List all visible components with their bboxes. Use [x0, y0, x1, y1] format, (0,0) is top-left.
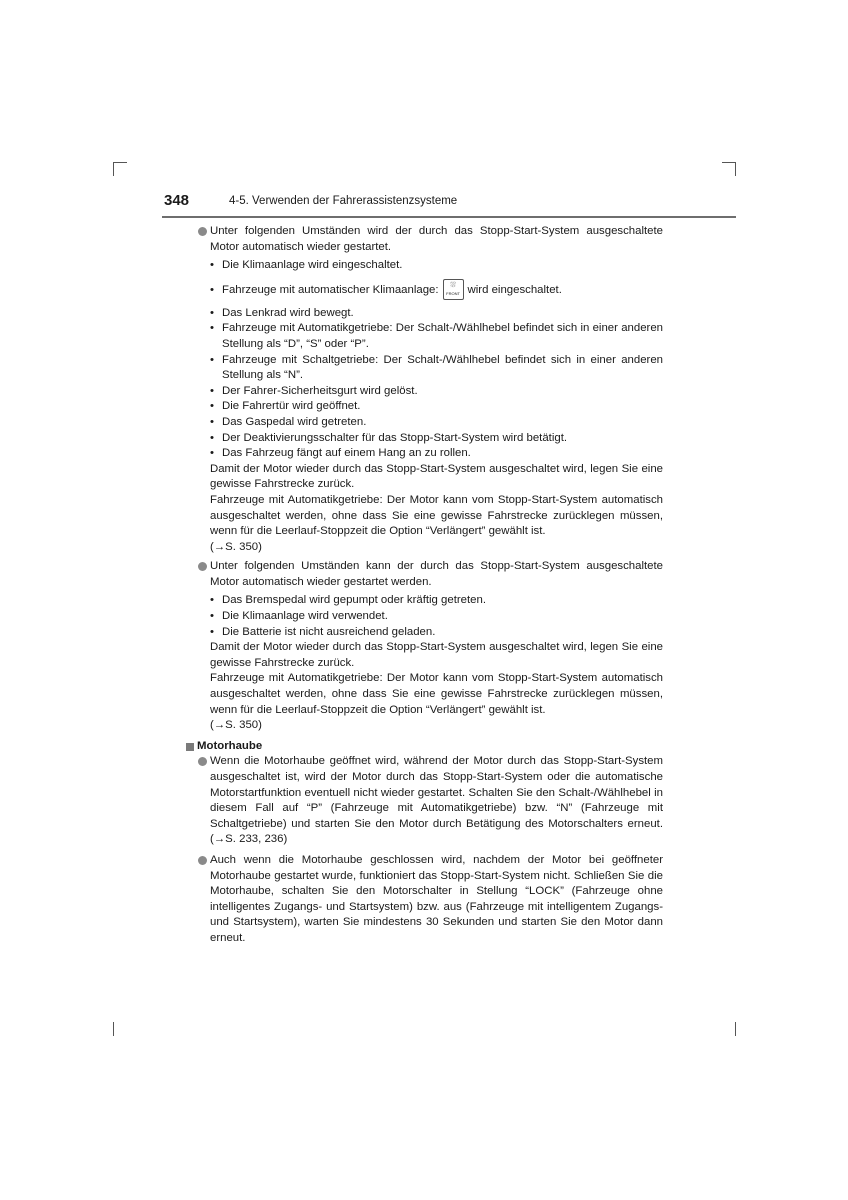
list-item: • Das Gaspedal wird getreten. — [210, 415, 367, 428]
list-item: • Die Fahrertür wird geöffnet. — [210, 400, 361, 413]
crop-mark-top-right-v — [735, 162, 736, 176]
list-item: • Der Fahrer-Sicherheitsgurt wird gelöst. — [210, 384, 418, 397]
hood-open-paragraph — [198, 754, 663, 848]
list-item: • Fahrzeuge mit Automatikgetriebe: Der Schalt-/Wählhebel befindet sich in einer anderen Stellung als “D”, “S” oder “P”. — [210, 322, 663, 350]
note-text: Fahrzeuge mit Automatikgetriebe: Der Motor kann vom Stopp-Start-System automatisch ausgeschaltet werden, ohne dass Sie eine gewisse Fahrstrecke zurücklegen müssen, wenn für die Leerlauf-Stoppzeit die Option “Verlängert” gewählt ist. — [210, 493, 663, 538]
list-item: • Die Klimaanlage wird eingeschaltet. — [210, 259, 403, 272]
restart-conditions-list — [198, 258, 663, 462]
page-number: 348 — [164, 192, 190, 209]
paragraph-text: Auch wenn die Motorhaube geschlossen wird, nachdem der Motor bei geöffneter Motorhaube gestartet wurde, funktioniert das Stopp-Start-System nicht. Schließen Sie die Motorhaube, schalten Sie den Motorschalter in Stellung “LOCK” (Fahrzeuge ohne intelligentes Zugangs- und Startsystem) bzw. aus (Fahrzeuge mit intelligentem Zugangs- und Startsystem), warten Sie mindestens 30 Sekunden und starten Sie den Motor dann erneut. — [210, 853, 663, 944]
list-item: • Die Batterie ist nicht ausreichend geladen. — [210, 625, 436, 638]
page-reference: (→S. 350) — [210, 540, 262, 553]
crop-mark-top-left-v — [113, 162, 114, 176]
crop-mark-top-left-h — [113, 162, 127, 163]
note-text: Fahrzeuge mit Automatikgetriebe: Der Motor kann vom Stopp-Start-System automatisch ausgeschaltet werden, ohne dass Sie eine gewisse Fahrstrecke zurücklegen müssen, wenn für die Leerlauf-Stoppzeit die Option “Verlängert” gewählt ist. — [210, 672, 663, 716]
list-item: • Das Lenkrad wird bewegt. — [210, 306, 354, 319]
paragraph-text: Unter folgenden Umständen kann der durch das Stopp-Start-System ausgeschaltete Motor automatisch wieder gestartet werden. — [210, 560, 663, 588]
possible-restart-list — [198, 593, 663, 640]
crop-mark-bottom-left — [113, 1022, 114, 1036]
square-bullet-icon — [186, 743, 194, 751]
crop-mark-bottom-right — [735, 1022, 736, 1036]
subsection-heading: Motorhaube — [186, 739, 663, 755]
note-text: Damit der Motor wieder durch das Stopp-Start-System ausgeschaltet wird, legen Sie eine gewisse Fahrstrecke zurück. — [210, 462, 663, 491]
list-item: • Fahrzeuge mit Schaltgetriebe: Der Schalt-/Wählhebel befindet sich in einer anderen Stellung als “N”. — [210, 353, 663, 382]
crop-mark-top-right-h — [722, 162, 736, 163]
paragraph-text: Wenn die Motorhaube geöffnet wird, während der Motor durch das Stopp-Start-System ausgeschaltet ist, wird der Motor durch das Stopp-Start-System oder die automatische Motorstartfunktion eventuell nicht wieder gestartet. Schalten Sie den Schalt-/Wählhebel in diesem Fall auf “P” (Fahrzeuge mit Automatikgetriebe) bzw. “N” (Fahrzeuge mit Schaltgetriebe) und starten Sie den Motor durch Betätigung des Motorschalters erneut. (→S. 233, 236) — [210, 755, 663, 846]
front-defroster-icon: ⛆ FRONT — [443, 279, 464, 300]
list-item: • Fahrzeuge mit automatischer Klimaanlage: ⛆ FRONT wird eingeschaltet. — [210, 279, 663, 301]
hood-closed-paragraph — [198, 853, 663, 947]
restart-conditions-paragraph — [198, 224, 663, 255]
circle-bullet-icon — [198, 562, 207, 571]
list-item: • Das Bremspedal wird gepumpt oder kräftig getreten. — [210, 594, 487, 607]
list-item: • Der Deaktivierungsschalter für das Stopp-Start-System wird betätigt. — [210, 431, 568, 444]
list-item: • Das Fahrzeug fängt auf einem Hang an zu rollen. — [210, 447, 471, 460]
possible-restart-paragraph — [198, 559, 663, 590]
circle-bullet-icon — [198, 856, 207, 865]
note-text: Damit der Motor wieder durch das Stopp-Start-System ausgeschaltet wird, legen Sie eine gewisse Fahrstrecke zurück. — [210, 641, 663, 669]
list-item: • Die Klimaanlage wird verwendet. — [210, 610, 388, 623]
header-rule — [162, 216, 736, 218]
section-title: 4-5. Verwenden der Fahrerassistenzsysteme — [229, 195, 458, 207]
page-content — [198, 224, 663, 947]
paragraph-text: Unter folgenden Umständen wird der durch das Stopp-Start-System ausgeschaltete Motor automatisch wieder gestartet. — [210, 225, 663, 253]
circle-bullet-icon — [198, 227, 207, 236]
page-reference: (→S. 350) — [210, 719, 262, 732]
circle-bullet-icon — [198, 757, 207, 766]
